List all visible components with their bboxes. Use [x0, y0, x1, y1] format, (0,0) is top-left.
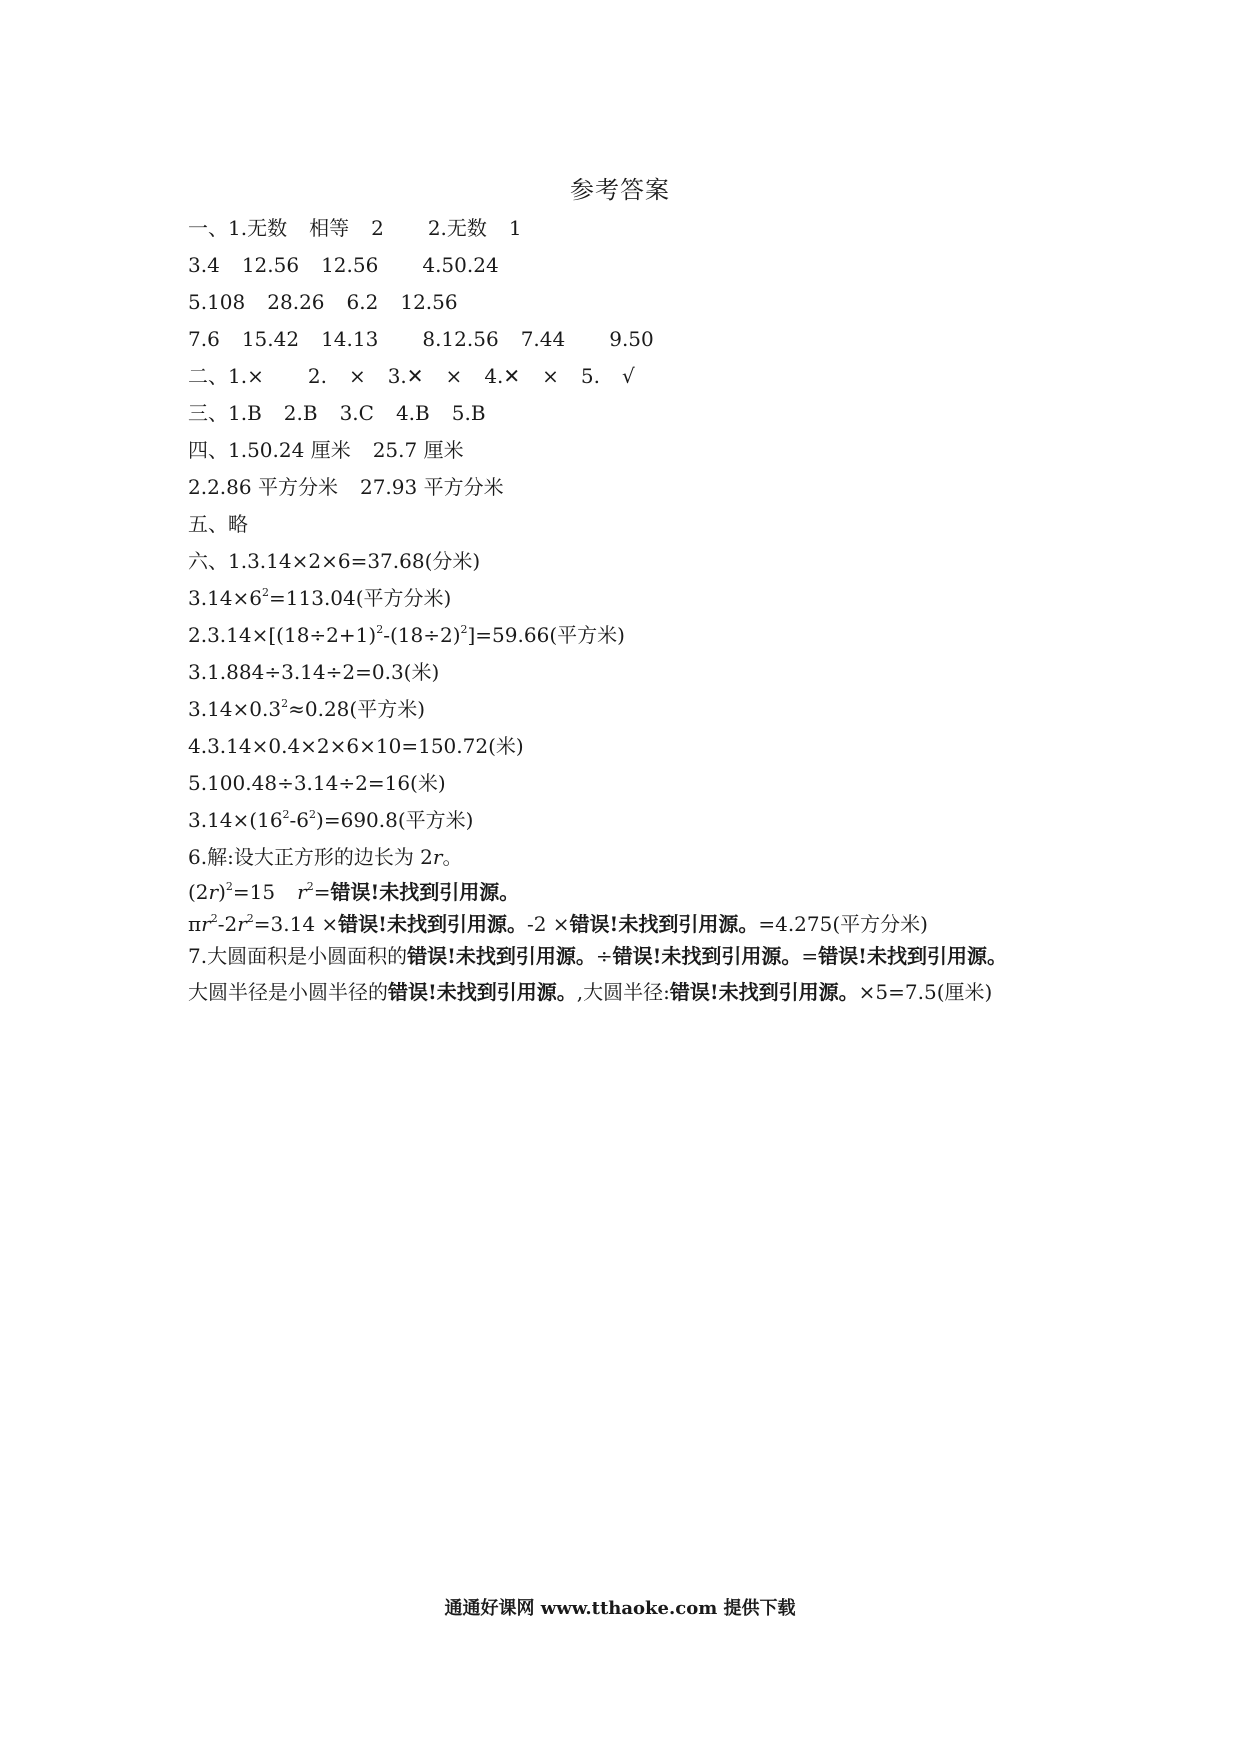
field-error-text: 错误!未找到引用源。: [612, 944, 802, 968]
text: 1: [508, 216, 522, 240]
text: 4.3.14×0.4×2×6×10=150.72(米): [188, 734, 524, 758]
text: 。: [442, 845, 463, 869]
text: =: [801, 944, 819, 968]
answer-line: [188, 617, 1068, 654]
text: 8.12.56: [422, 327, 499, 351]
text: ×: [445, 364, 463, 388]
text: 14.13: [321, 327, 379, 351]
text: 7.大圆面积是小圆面积的: [188, 944, 408, 968]
answer-line: [188, 210, 1068, 247]
superscript: 2: [262, 586, 270, 599]
text: √: [622, 364, 635, 388]
text: 12.56: [241, 253, 300, 277]
field-error-text: 错误!未找到引用源。: [407, 944, 596, 968]
text: 7.44: [520, 327, 566, 351]
text: =15: [232, 880, 276, 904]
text: 5.: [580, 364, 601, 388]
text: 25.7 厘米: [372, 438, 464, 462]
page-title: 参考答案: [570, 176, 670, 204]
text: -2: [217, 912, 238, 936]
text: 3.C: [339, 401, 374, 425]
text: =4.275(平方分米): [758, 912, 928, 936]
text: 2: [371, 216, 384, 240]
text: 二、1.×: [188, 364, 264, 388]
answer-line: [188, 728, 1068, 765]
variable: r: [432, 845, 443, 869]
text: 六、1.3.14×2×6=37.68(分米): [188, 549, 481, 573]
answer-line: [188, 321, 1068, 358]
answer-line: [188, 580, 1068, 617]
footer-credit: 通通好课网 www.tthaoke.com 提供下载: [444, 1598, 796, 1619]
superscript: 2: [309, 808, 317, 821]
field-error-text: 错误!未找到引用源。: [330, 880, 520, 904]
text: 5.B: [451, 401, 486, 425]
text: 6.解:设大正方形的边长为 2: [188, 845, 433, 869]
text: π: [188, 912, 202, 936]
text: ×: [348, 364, 366, 388]
text: 7.6: [188, 327, 220, 351]
text: 2.2.86 平方分米: [188, 475, 338, 499]
text: 4.✕: [484, 364, 521, 388]
superscript: 2: [281, 697, 289, 710]
superscript: 2: [225, 880, 233, 893]
text: 2.无数: [427, 216, 487, 240]
superscript: 2: [246, 912, 254, 925]
field-error-text: 错误!未找到引用源。: [818, 944, 1007, 968]
text: =3.14 ×: [253, 912, 339, 936]
text: 6.2: [346, 290, 379, 314]
text: 四、1.50.24 厘米: [188, 438, 351, 462]
text: ×5=7.5(厘米): [858, 980, 993, 1004]
text: 15.42: [241, 327, 300, 351]
text: -6: [289, 808, 310, 832]
text: -2 ×: [526, 912, 570, 936]
text: 9.50: [609, 327, 654, 351]
text: 4.50.24: [422, 253, 499, 277]
variable: r: [297, 880, 307, 904]
answer-line: [188, 395, 1068, 432]
text: ]=59.66(平方米): [467, 623, 625, 647]
answer-line: [188, 691, 1068, 728]
field-error-text: 错误!未找到引用源。: [569, 912, 759, 936]
text: (2: [188, 880, 209, 904]
superscript: 2: [306, 880, 314, 893]
text: 2.B: [283, 401, 318, 425]
text: 5.100.48÷3.14÷2=16(米): [188, 771, 446, 795]
answer-line: [188, 839, 1068, 876]
text: =: [313, 880, 331, 904]
superscript: 2: [460, 623, 468, 636]
text: 3.4: [188, 253, 220, 277]
answer-line: [188, 908, 1068, 940]
answer-line: [188, 543, 1068, 580]
text: 3.14×0.3: [188, 697, 282, 721]
text: ×: [542, 364, 559, 388]
text: 相等: [309, 216, 350, 240]
text: ,大圆半径:: [576, 980, 670, 1004]
text: ÷: [595, 944, 613, 968]
answer-line: [188, 940, 1068, 972]
field-error-text: 错误!未找到引用源。: [669, 980, 859, 1004]
text: 3.14×6: [188, 586, 263, 610]
text: 12.56: [321, 253, 379, 277]
text: -(18÷2): [383, 623, 461, 647]
superscript: 2: [210, 912, 218, 925]
superscript: 2: [376, 623, 384, 636]
field-error-text: 错误!未找到引用源。: [388, 980, 577, 1004]
text: )=690.8(平方米): [316, 808, 474, 832]
text: 一、1.无数: [188, 216, 288, 240]
text: ≈0.28(平方米): [288, 697, 426, 721]
variable: r: [208, 880, 219, 904]
text: 3.✕: [387, 364, 424, 388]
text: 4.B: [395, 401, 430, 425]
answer-line: [188, 506, 1068, 543]
text: 12.56: [400, 290, 458, 314]
answer-line: [188, 358, 1068, 395]
text: 三、1.B: [188, 401, 262, 425]
variable: r: [237, 912, 247, 936]
text: 3.14×(16: [188, 808, 283, 832]
answer-line: [188, 432, 1068, 469]
text: 28.26: [267, 290, 325, 314]
answer-line: [188, 876, 1068, 908]
answer-line: [188, 802, 1068, 839]
answer-body: [188, 210, 1068, 1012]
answer-line: [188, 469, 1068, 506]
superscript: 2: [282, 808, 290, 821]
answer-line: [188, 654, 1068, 691]
text: ): [218, 880, 226, 904]
text: 5.108: [188, 290, 246, 314]
text: 3.1.884÷3.14÷2=0.3(米): [188, 660, 440, 684]
text: 2.: [307, 364, 327, 388]
text: 五、略: [188, 512, 248, 536]
text: 大圆半径是小圆半径的: [188, 980, 388, 1004]
text: =113.04(平方分米): [269, 586, 452, 610]
answer-line: [188, 247, 1068, 284]
answer-line: [188, 976, 1068, 1008]
field-error-text: 错误!未找到引用源。: [338, 912, 527, 936]
text: 27.93 平方分米: [359, 475, 504, 499]
answer-line: [188, 765, 1068, 802]
variable: r: [201, 912, 211, 936]
text: 2.3.14×[(18÷2+1): [188, 623, 377, 647]
answer-line: [188, 284, 1068, 321]
